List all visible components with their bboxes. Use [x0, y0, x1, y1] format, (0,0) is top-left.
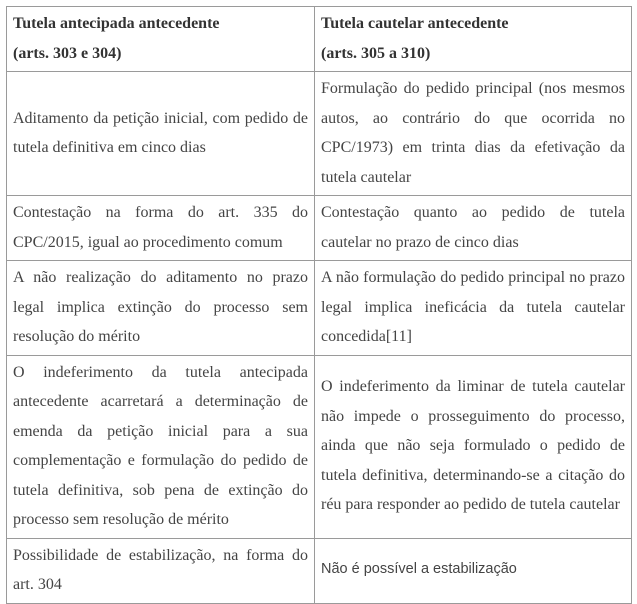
header-tutela-cautelar — [315, 7, 632, 72]
table-cell-right: Contestação quanto ao pedido de tutela cautelar no prazo de cinco dias — [315, 196, 632, 261]
table-header-row — [7, 7, 632, 72]
table-cell-left: Possibilidade de estabilização, na forma do art. 304 — [7, 538, 315, 603]
table-cell-right: O indeferimento da liminar de tutela cautelar não impede o prosseguimento do processo, ainda que não seja formulado o pedido de tutela definitiva, determinando-se a citação do réu para responder ao pedido de tutela cautelar — [315, 355, 632, 538]
table-cell-right: A não formulação do pedido principal no prazo legal implica ineficácia da tutela cautelar concedida[11] — [315, 261, 632, 356]
table-cell-right: Formulação do pedido principal (nos mesmos autos, ao contrário do que ocorrida no CPC/1973) em trinta dias da efetivação da tutela cautelar — [315, 72, 632, 196]
header-tutela-antecipada — [7, 7, 315, 72]
table-cell-left: Contestação na forma do art. 335 do CPC/2015, igual ao procedimento comum — [7, 196, 315, 261]
header-articles-left: (arts. 303 e 304) — [13, 44, 122, 62]
comparison-table-container — [6, 6, 632, 604]
comparison-table — [6, 6, 632, 604]
table-cell-left: O indeferimento da tutela antecipada antecedente acarretará a determinação de emenda da petição inicial para a sua complementação e formulação do pedido de tutela definitiva, sob pena de extinção do processo sem resolução de mérito — [7, 355, 315, 538]
table-row — [7, 196, 632, 261]
table-row — [7, 261, 632, 356]
table-cell-right: Não é possível a estabilização — [315, 538, 632, 603]
table-row — [7, 355, 632, 538]
table-row — [7, 538, 632, 603]
header-articles-right: (arts. 305 a 310) — [321, 44, 431, 62]
table-cell-left: Aditamento da petição inicial, com pedido de tutela definitiva em cinco dias — [7, 72, 315, 196]
header-title-left: Tutela antecipada antecedente — [13, 15, 220, 32]
header-title-right: Tutela cautelar antecedente — [321, 15, 509, 32]
table-row — [7, 72, 632, 196]
table-cell-left: A não realização do aditamento no prazo legal implica extinção do processo sem resolução do mérito — [7, 261, 315, 356]
